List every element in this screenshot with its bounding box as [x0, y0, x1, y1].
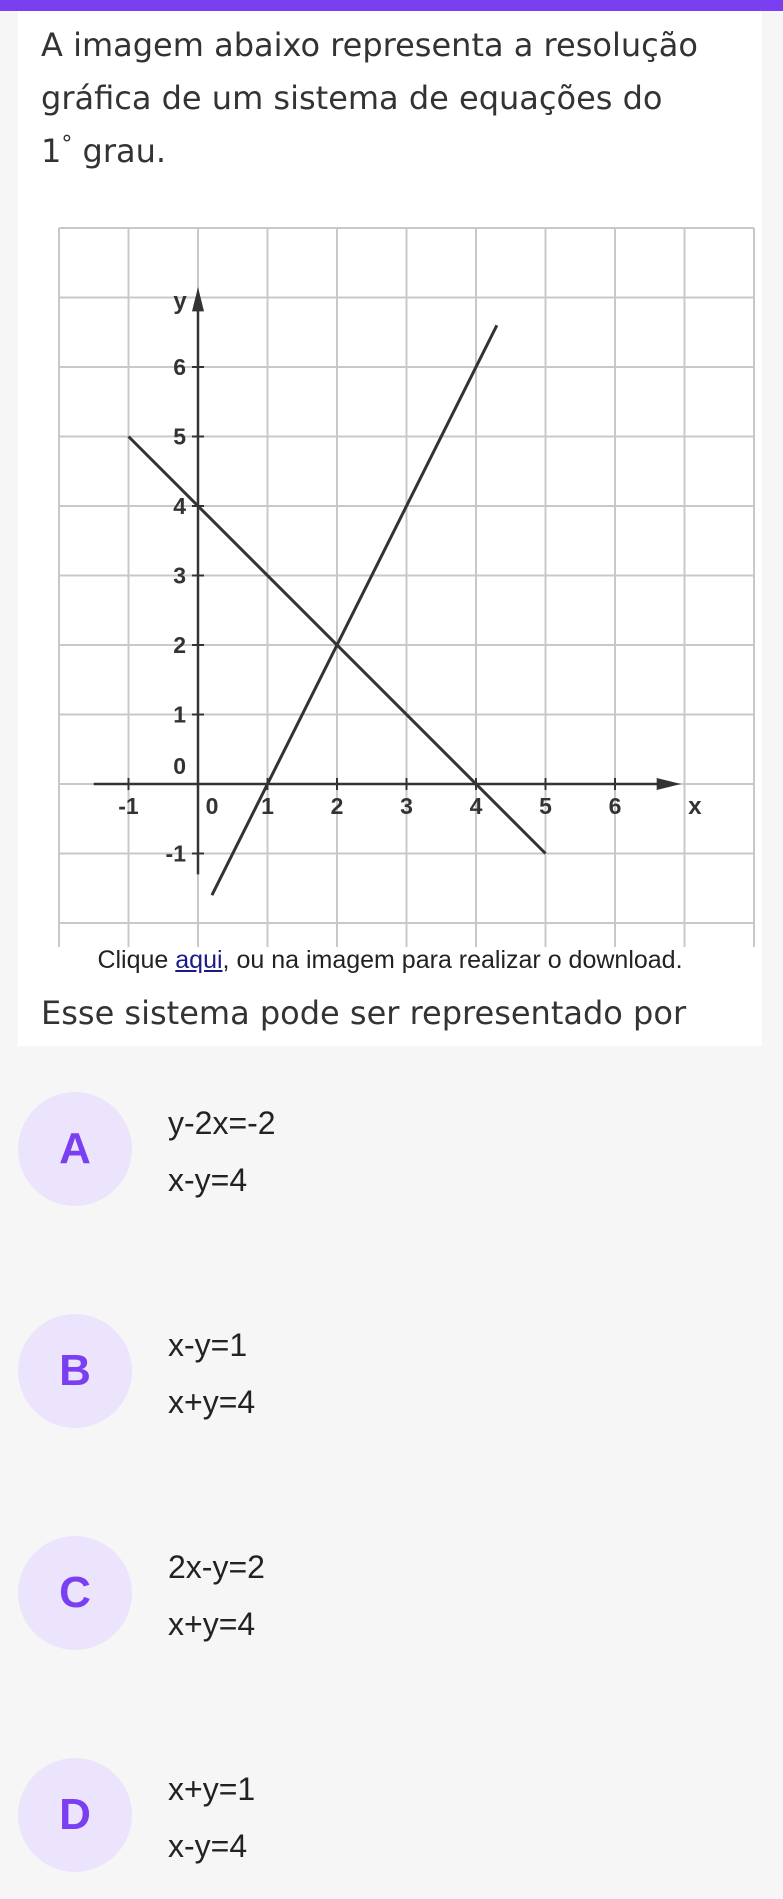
y-tick-label: 3	[173, 562, 186, 589]
y-tick-label: 6	[173, 354, 186, 380]
top-accent-bar	[0, 0, 783, 11]
x-tick-label: 2	[330, 793, 344, 819]
x-tick-label: 0	[205, 793, 219, 819]
question-line-1: A imagem abaixo representa a resolução	[41, 26, 698, 64]
question-text	[41, 19, 741, 178]
option-a[interactable]	[18, 1092, 762, 1222]
y-tick-label: 4	[173, 493, 186, 519]
option-a-equation-2: x-y=4	[168, 1162, 248, 1198]
option-c-equation-1: 2x-y=2	[168, 1549, 265, 1585]
option-b[interactable]	[18, 1314, 762, 1444]
question-card	[18, 11, 762, 1046]
y-axis-label: y	[173, 287, 187, 315]
option-b-equation-1: x-y=1	[168, 1327, 248, 1363]
degree-sign: °	[61, 132, 73, 157]
grade-word: grau.	[72, 132, 167, 170]
option-c[interactable]	[18, 1536, 762, 1666]
x-tick-label: 5	[539, 793, 552, 819]
y-tick-label: -1	[165, 840, 186, 867]
x-tick-label: 1	[261, 793, 274, 819]
y-tick-label: 2	[173, 632, 186, 658]
option-d-badge[interactable]: D	[18, 1758, 132, 1872]
y-tick-label: 1	[173, 701, 186, 728]
download-line	[18, 946, 762, 975]
download-link[interactable]: aqui	[175, 946, 223, 974]
graph-svg[interactable]	[18, 197, 762, 947]
grade-number: 1	[41, 132, 62, 170]
question-prompt: Esse sistema pode ser representado por	[41, 994, 687, 1032]
graph-image[interactable]	[18, 197, 762, 947]
option-a-badge[interactable]: A	[18, 1092, 132, 1206]
option-d-equation-1: x+y=1	[168, 1771, 256, 1807]
x-tick-label: 6	[608, 793, 622, 819]
option-b-badge[interactable]: B	[18, 1314, 132, 1428]
option-c-badge[interactable]: C	[18, 1536, 132, 1650]
option-d[interactable]	[18, 1758, 762, 1888]
series-line-1	[212, 325, 497, 895]
option-b-equation-2: x+y=4	[168, 1384, 256, 1420]
option-d-equation-2: x-y=4	[168, 1828, 248, 1864]
y-axis-arrow	[192, 287, 204, 311]
option-c-equation-2: x+y=4	[168, 1606, 256, 1642]
y-tick-label: 0	[173, 753, 186, 779]
x-tick-label: 3	[400, 793, 413, 819]
x-axis-arrow	[657, 778, 681, 790]
x-tick-label: -1	[118, 793, 139, 819]
question-line-2: gráfica de um sistema de equações do	[41, 79, 663, 117]
download-prefix: Clique	[97, 946, 176, 974]
y-tick-label: 5	[173, 423, 186, 450]
download-suffix: , ou na imagem para realizar o download.	[222, 946, 683, 974]
x-tick-label: 4	[469, 793, 483, 819]
x-axis-label: x	[688, 793, 702, 820]
question-line-3	[41, 125, 741, 178]
option-a-equation-1: y-2x=-2	[168, 1105, 276, 1141]
